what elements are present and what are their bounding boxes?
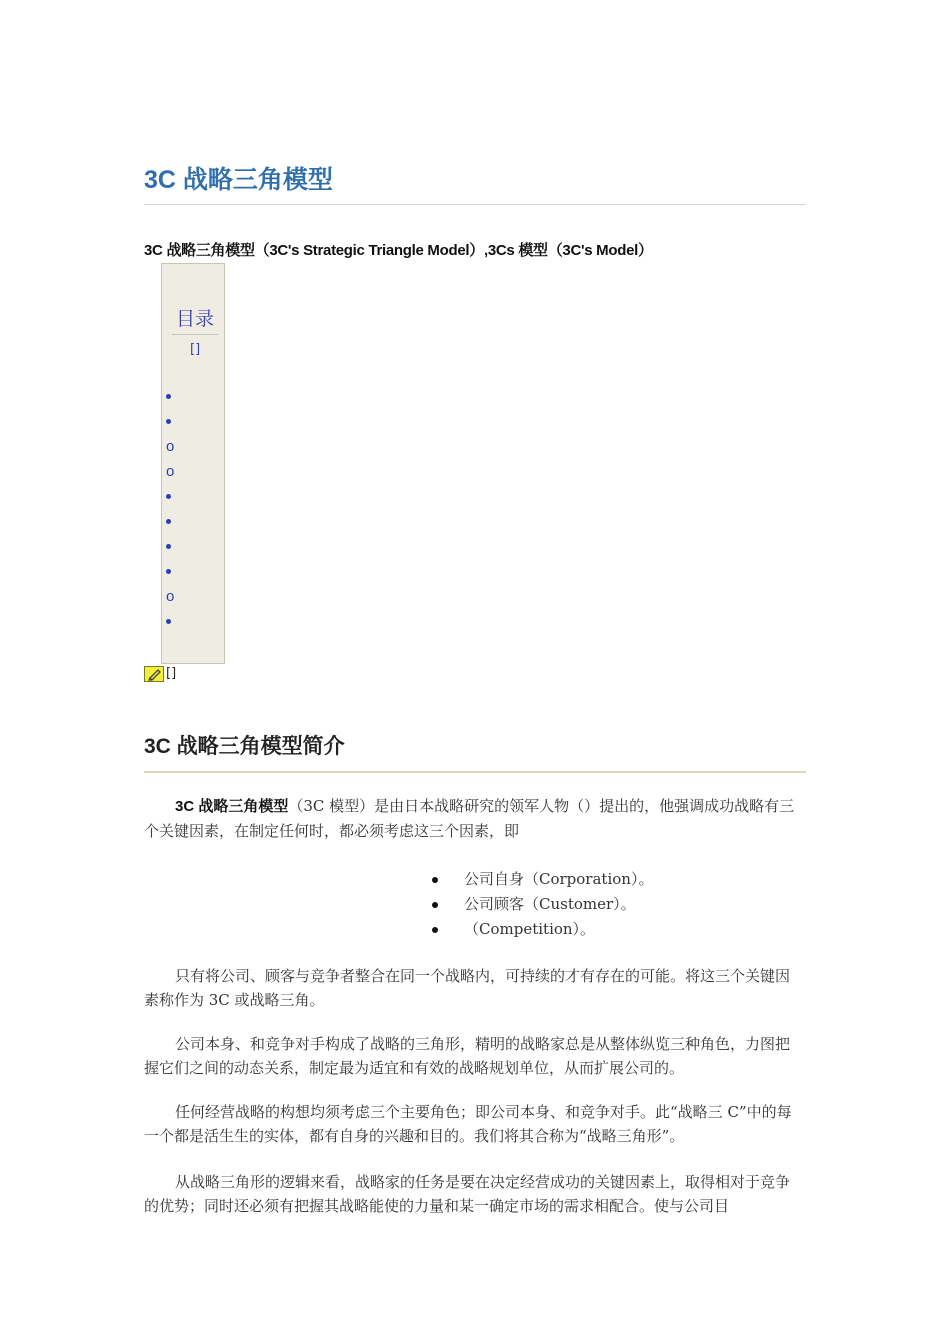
factor-customer: 公司顾客（Customer）。 [464, 895, 636, 913]
factor-corporation: 公司自身（Corporation）。 [464, 870, 654, 888]
factor-competition: （Competition）。 [464, 920, 596, 938]
intro-paragraph-1 [144, 794, 804, 843]
intro-paragraph-4: 任何经营战略的构想均须考虑三个主要角色；即公司本身、和竞争对手。此“战略三 C”中的每一个都是活生生的实体，都有自身的兴趣和目的。我们将其合称为“战略三角形”。 [144, 1103, 792, 1145]
toc-item-marker [166, 419, 171, 424]
page-title: 3C 战略三角模型 [144, 163, 806, 205]
toc-item[interactable] [162, 559, 222, 584]
list-item [430, 892, 653, 917]
intro-paragraph-5: 从战略三角形的逻辑来看，战略家的任务是要在决定经营成功的关键因素上，取得相对于竞争的优势；同时还必须有把握其战略能使的力量和某一确定市场的需求相配合。使与公司目 [144, 1173, 791, 1215]
toc-item-marker [166, 544, 171, 549]
section-title-intro: 3C 战略三角模型简介 [144, 732, 806, 773]
toc-subitem-marker: o [166, 588, 175, 605]
toc-item[interactable] [162, 509, 222, 534]
toc-item[interactable] [162, 434, 222, 459]
toc-title: 目录 [172, 304, 218, 335]
intro-paragraph-1-text: （3C 模型）是由日本战略研究的领军人物（）提出的，他强调成功战略有三个关键因素，在制定任何时，都必须考虑这三个因素，即 [144, 797, 795, 840]
edit-icon[interactable] [144, 666, 164, 682]
toc-item[interactable] [162, 409, 222, 434]
toc-list [162, 384, 222, 634]
intro-paragraph-2: 只有将公司、顾客与竞争者整合在同一个战略内，可持续的才有存在的可能。将这三个关键因素称作为 3C 或战略三角。 [144, 967, 791, 1009]
toc-item[interactable] [162, 384, 222, 409]
factor-list [430, 867, 653, 942]
intro-bold-term: 3C 战略三角模型 [175, 798, 289, 815]
toc-item-marker [166, 394, 171, 399]
toc-subitem-marker: o [166, 463, 175, 480]
list-item [430, 917, 653, 942]
toc-item[interactable] [162, 484, 222, 509]
alias-line: 3C 战略三角模型（3C's Strategic Triangle Model）,3Cs 模型（3C's Model） [144, 242, 653, 259]
toc-item-marker [166, 569, 171, 574]
toc-item[interactable] [162, 534, 222, 559]
edit-row [144, 666, 176, 686]
toc-item[interactable] [162, 584, 222, 609]
list-item [430, 867, 653, 892]
toc-item-marker [166, 519, 171, 524]
edit-label[interactable]: [] [166, 666, 177, 681]
toc-subitem-marker: o [166, 438, 175, 455]
toc-item-marker [166, 494, 171, 499]
toc-item[interactable] [162, 459, 222, 484]
table-of-contents [161, 263, 225, 664]
toc-item[interactable] [162, 609, 222, 634]
toc-toggle-button[interactable]: [] [190, 342, 201, 357]
toc-item-marker [166, 619, 171, 624]
intro-paragraph-3: 公司本身、和竞争对手构成了战略的三角形，精明的战略家总是从整体纵览三种角色，力图把握它们之间的动态关系，制定最为适宜和有效的战略规划单位，从而扩展公司的。 [144, 1035, 791, 1077]
